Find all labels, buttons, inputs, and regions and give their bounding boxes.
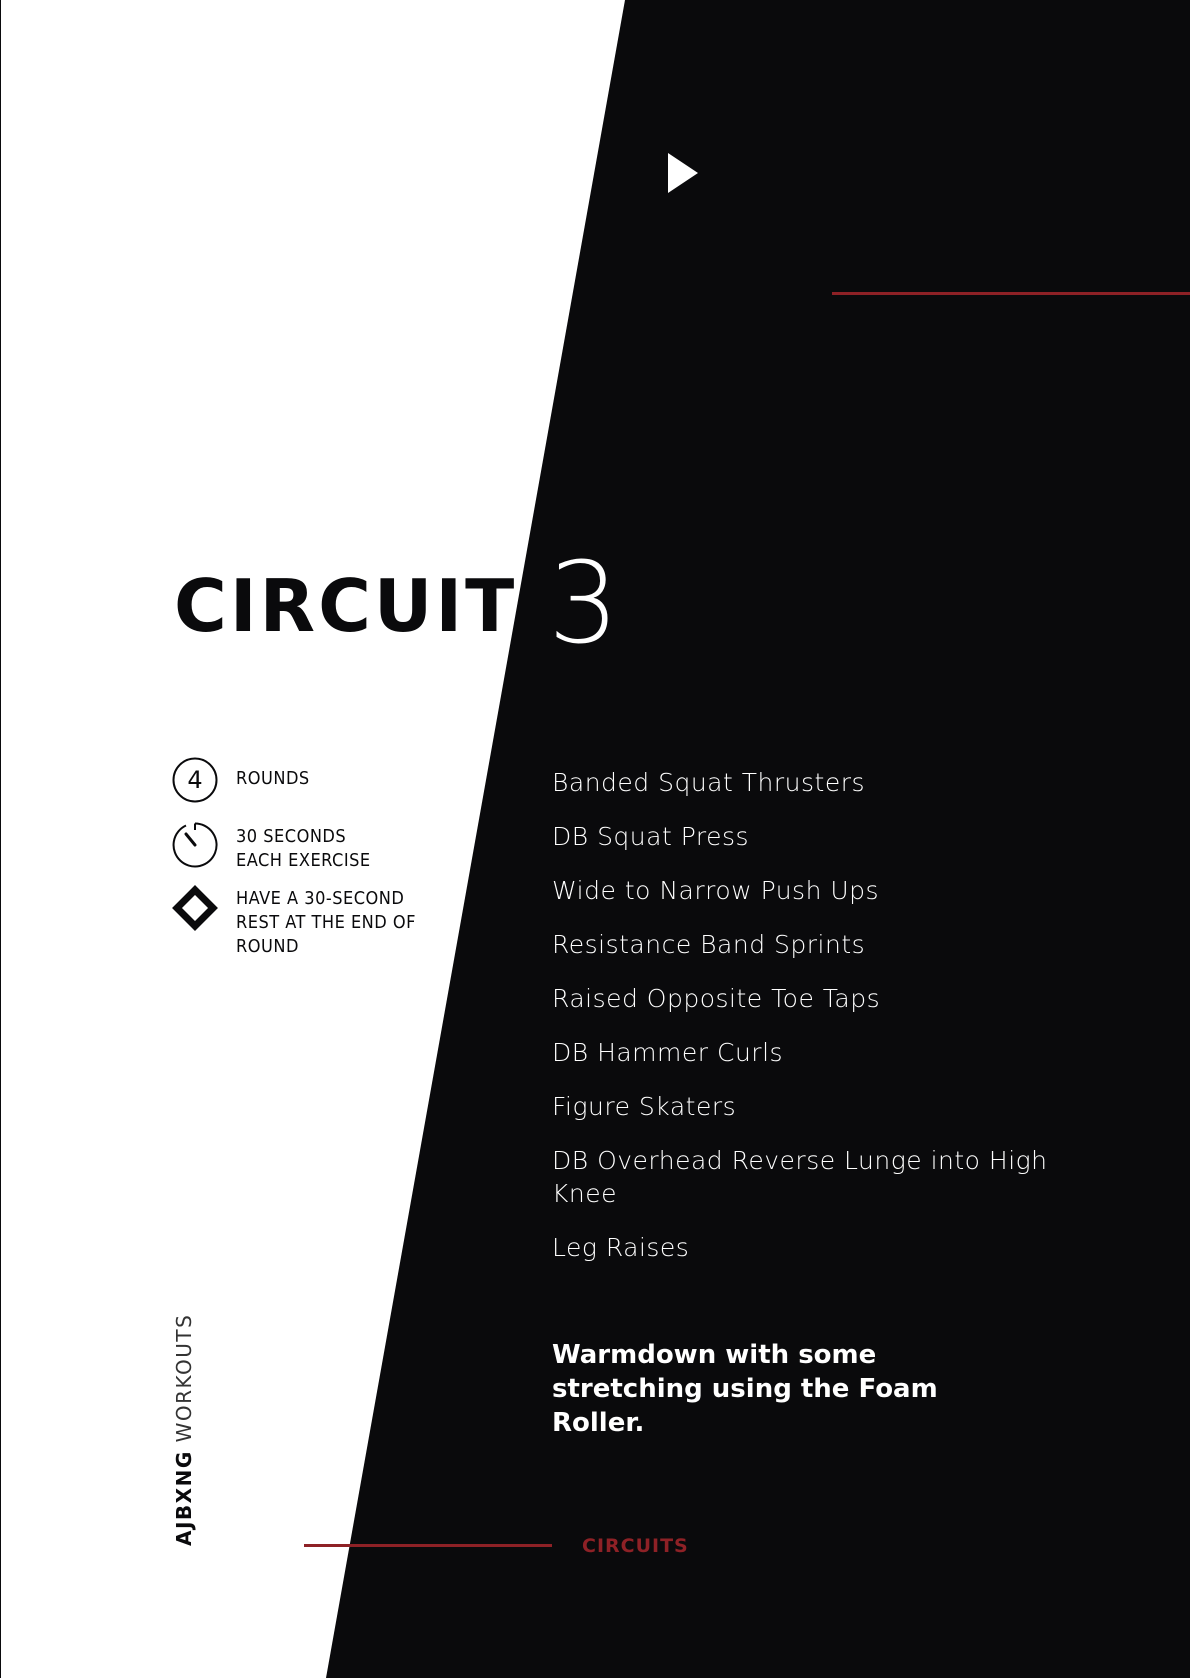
- diamond-icon: [172, 885, 218, 931]
- exercise-item: Resistance Band Sprints: [552, 930, 866, 959]
- circle-number-icon: [172, 757, 218, 803]
- exercise-item: Raised Opposite Toe Taps: [552, 984, 881, 1013]
- info-rest: [172, 885, 436, 959]
- rounds-count: 4: [187, 766, 203, 794]
- brand-name: AJBXNG: [172, 1450, 196, 1546]
- stopwatch-icon: [172, 822, 218, 868]
- warmdown-note: Warmdown with some stretching using the Foam Roller.: [552, 1340, 938, 1438]
- brand-logo: [172, 1314, 196, 1546]
- rounds-label: ROUNDS: [236, 768, 310, 789]
- play-icon[interactable]: [668, 153, 698, 193]
- page-title: CIRCUIT: [174, 564, 518, 648]
- exercise-item: Figure Skaters: [552, 1092, 737, 1121]
- exercise-list: [552, 766, 1052, 1285]
- exercise-item: Leg Raises: [552, 1233, 690, 1262]
- time-label: 30 SECONDS EACH EXERCISE: [236, 826, 371, 871]
- brand-suffix: WORKOUTS: [172, 1313, 196, 1451]
- exercise-item: DB Overhead Reverse Lunge into High Knee: [552, 1146, 1048, 1208]
- exercise-item: Banded Squat Thrusters: [552, 768, 866, 797]
- rest-label: HAVE A 30-SECOND REST AT THE END OF ROUND: [236, 888, 416, 957]
- exercise-item: DB Squat Press: [552, 822, 750, 851]
- footer-accent-line: [304, 1544, 552, 1547]
- exercise-item: Wide to Narrow Push Ups: [552, 876, 880, 905]
- info-time: [172, 822, 436, 873]
- top-accent-line: [832, 292, 1190, 295]
- footer-section-label: CIRCUITS: [582, 1535, 689, 1557]
- circuit-number: 3: [548, 539, 620, 669]
- info-rounds: [172, 757, 436, 803]
- exercise-item: DB Hammer Curls: [552, 1038, 784, 1067]
